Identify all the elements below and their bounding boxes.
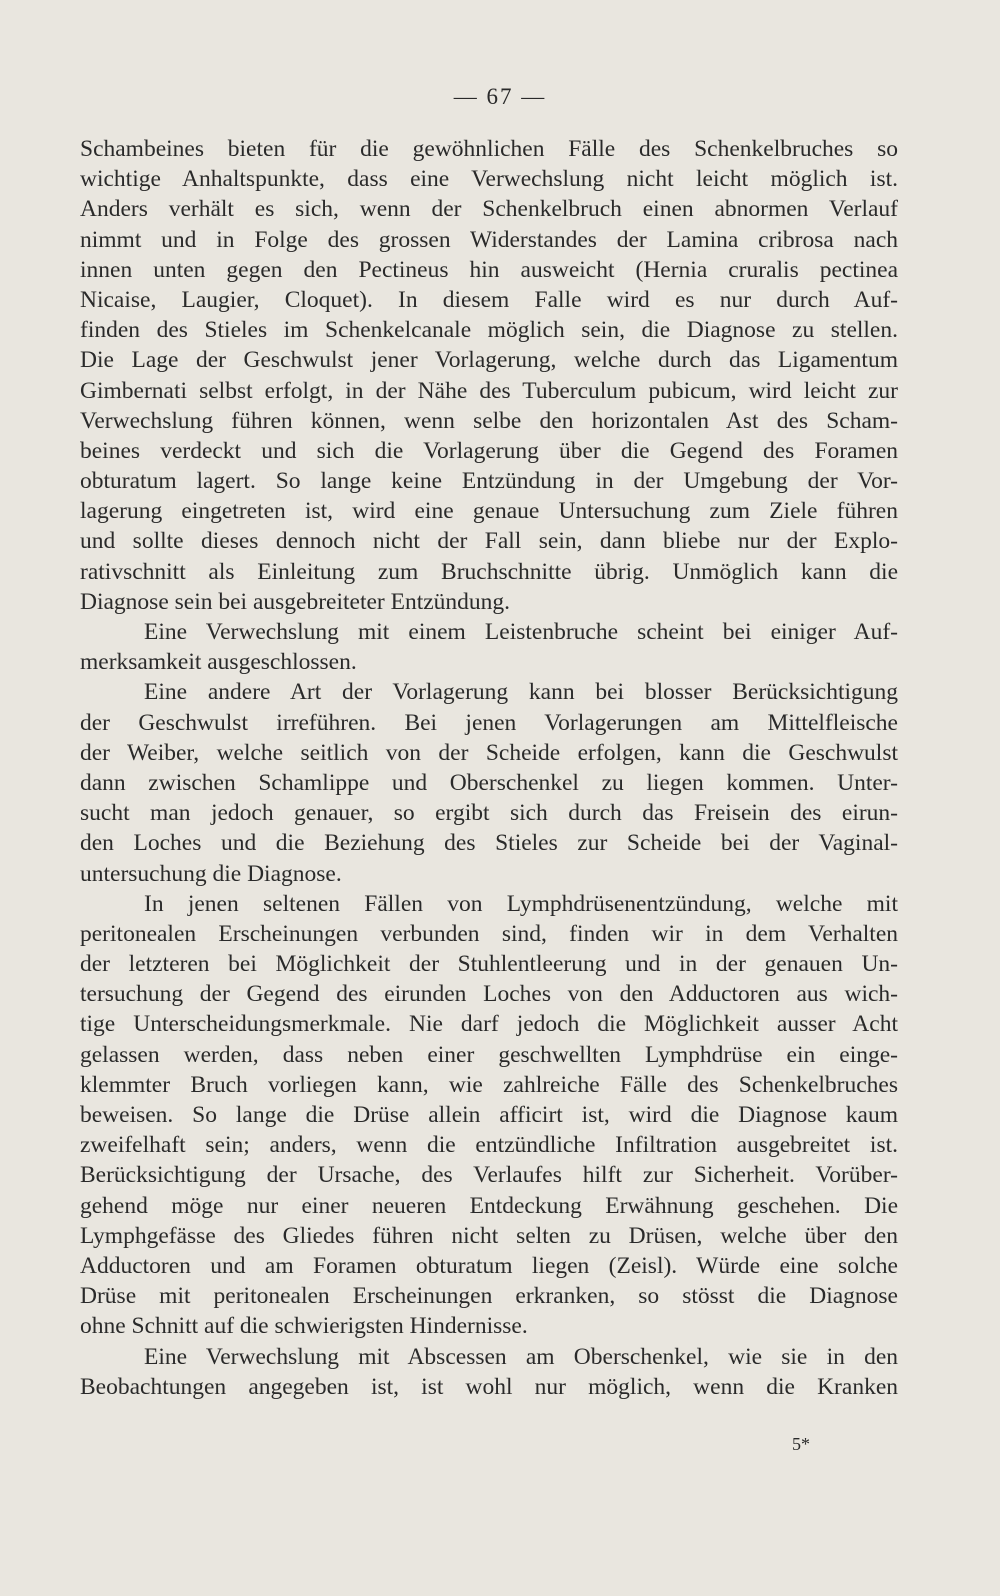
text-line: Eine Verwechslung mit Abscessen am Oberschenkel, wie sie in den xyxy=(144,1343,898,1370)
text-line: rativschnitt als Einleitung zum Bruchschnitte übrig. Unmöglich kann die xyxy=(80,558,898,585)
text-line: Eine andere Art der Vorlagerung kann bei blosser Berücksichtigung xyxy=(144,679,898,706)
text-line: ohne Schnitt auf die schwierigsten Hindernisse. xyxy=(80,1313,528,1340)
text-line: lagerung eingetreten ist, wird eine genaue Untersuchung zum Ziele führen xyxy=(80,498,898,525)
text-line: Adductoren und am Foramen obturatum liegen (Zeisl). Würde eine solche xyxy=(80,1252,898,1279)
text-line: Verwechslung führen können, wenn selbe den horizontalen Ast des Scham- xyxy=(80,407,898,434)
text-line: Gimbernati selbst erfolgt, in der Nähe des Tuberculum pubicum, wird leicht zur xyxy=(80,377,898,404)
text-line: tersuchung der Gegend des eirunden Loches von den Adductoren aus wich- xyxy=(80,981,898,1008)
text-line: beines verdeckt und sich die Vorlagerung über die Gegend des Foramen xyxy=(80,437,898,464)
text-line: dann zwischen Schamlippe und Oberschenkel zu liegen kommen. Unter- xyxy=(80,769,898,796)
text-line: Schambeines bieten für die gewöhnlichen Fälle des Schenkelbruches so xyxy=(80,136,898,162)
text-line: In jenen seltenen Fällen von Lymphdrüsenentzündung, welche mit xyxy=(144,890,898,917)
text-line: finden des Stieles im Schenkelcanale möglich sein, die Diagnose zu stellen. xyxy=(80,317,898,344)
text-line: tige Unterscheidungsmerkmale. Nie darf jedoch die Möglichkeit ausser Acht xyxy=(80,1011,898,1038)
text-line: Drüse mit peritonealen Erscheinungen erkranken, so stösst die Diagnose xyxy=(80,1283,898,1310)
signature-mark: 5* xyxy=(792,1434,810,1454)
text-line: gehend möge nur einer neueren Entdeckung Erwähnung geschehen. Die xyxy=(80,1192,898,1219)
text-line: nimmt und in Folge des grossen Widerstandes der Lamina cribrosa nach xyxy=(80,226,898,253)
text-line: zweifelhaft sein; anders, wenn die entzündliche Infiltration ausgebreitet ist. xyxy=(80,1132,898,1159)
text-line: Die Lage der Geschwulst jener Vorlagerung, welche durch das Ligamentum xyxy=(80,347,898,374)
text-line: obturatum lagert. So lange keine Entzündung in der Umgebung der Vor- xyxy=(80,468,898,495)
text-line: Beobachtungen angegeben ist, ist wohl nur möglich, wenn die Kranken xyxy=(80,1373,898,1400)
text-line: Nicaise, Laugier, Cloquet). In diesem Falle wird es nur durch Auf- xyxy=(80,286,898,313)
text-line: innen unten gegen den Pectineus hin ausweicht (Hernia cruralis pectinea xyxy=(80,256,898,283)
body-text xyxy=(80,134,898,1402)
text-line: merksamkeit ausgeschlossen. xyxy=(80,649,357,676)
text-line: der letzteren bei Möglichkeit der Stuhlentleerung und in der genauen Un- xyxy=(80,951,898,978)
text-line: Eine Verwechslung mit einem Leistenbruche scheint bei einiger Auf- xyxy=(144,619,898,645)
page-number: — 67 — xyxy=(453,84,547,109)
text-line: Diagnose sein bei ausgebreiteter Entzündung. xyxy=(80,588,511,615)
text-line: Berücksichtigung der Ursache, des Verlaufes hilft zur Sicherheit. Vorüber- xyxy=(80,1162,898,1189)
text-line: wichtige Anhaltspunkte, dass eine Verwechslung nicht leicht möglich ist. xyxy=(80,166,898,193)
text-line: peritonealen Erscheinungen verbunden sind, finden wir in dem Verhalten xyxy=(80,920,898,947)
text-line: Anders verhält es sich, wenn der Schenkelbruch einen abnormen Verlauf xyxy=(80,196,898,223)
text-line: beweisen. So lange die Drüse allein afficirt ist, wird die Diagnose kaum xyxy=(80,1102,898,1128)
text-line: der Geschwulst irreführen. Bei jenen Vorlagerungen am Mittelfleische xyxy=(80,709,898,736)
text-line: klemmter Bruch vorliegen kann, wie zahlreiche Fälle des Schenkelbruches xyxy=(80,1071,898,1098)
text-line: der Weiber, welche seitlich von der Scheide erfolgen, kann die Geschwulst xyxy=(80,739,898,766)
text-line: sucht man jedoch genauer, so ergibt sich durch das Freisein des eirun- xyxy=(80,800,898,827)
text-line: den Loches und die Beziehung des Stieles zur Scheide bei der Vaginal- xyxy=(80,830,898,857)
text-line: gelassen werden, dass neben einer geschwellten Lymphdrüse ein einge- xyxy=(80,1041,898,1068)
text-line: Lymphgefässe des Gliedes führen nicht selten zu Drüsen, welche über den xyxy=(80,1222,898,1249)
text-line: untersuchung die Diagnose. xyxy=(80,860,342,887)
text-line: und sollte dieses dennoch nicht der Fall sein, dann bliebe nur der Explo- xyxy=(80,528,898,555)
